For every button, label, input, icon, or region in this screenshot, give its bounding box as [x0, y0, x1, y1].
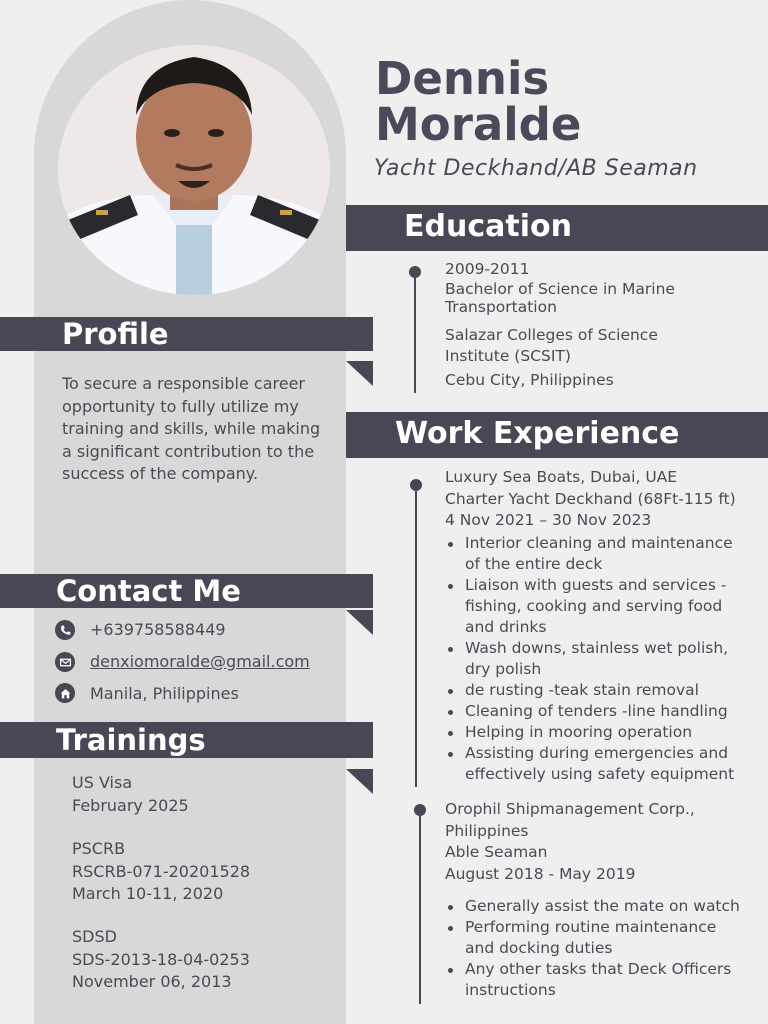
trainings-heading: Trainings — [0, 722, 373, 758]
training-date: March 10-11, 2020 — [72, 884, 224, 903]
work-entry-orophil — [445, 799, 755, 885]
work-entry-luxury-sea-boats — [445, 467, 755, 532]
training-date: February 2025 — [72, 795, 189, 815]
education-school-line2: Institute (SCSIT) — [445, 347, 571, 365]
education-years: 2009-2011 — [445, 260, 530, 278]
education-degree-line2: Transportation — [445, 297, 557, 316]
contact-heading-triangle — [346, 610, 373, 635]
phone-icon — [55, 620, 75, 640]
work-company-line1: Orophil Shipmanagement Corp., — [445, 800, 695, 818]
profile-text: To secure a responsible career opportunity to fully utilize my training and skills, while making a significant contribution to the success of the company. — [62, 374, 321, 483]
work-period: August 2018 - May 2019 — [445, 864, 636, 883]
profile-photo — [58, 45, 330, 295]
training-date: November 06, 2013 — [72, 972, 232, 991]
list-item: Helping in mooring operation — [445, 722, 750, 743]
list-item: Wash downs, stainless wet polish, dry polish — [445, 638, 750, 680]
list-item: Liaison with guests and services - fishing, cooking and serving food and drinks — [445, 575, 750, 638]
training-item — [72, 772, 189, 817]
list-item: Performing routine maintenance and docking duties — [445, 917, 750, 959]
education-location: Cebu City, Philippines — [445, 370, 614, 389]
training-title: US Visa — [72, 773, 133, 792]
home-icon — [55, 683, 75, 703]
profile-heading: Profile — [0, 317, 373, 351]
work-period: 4 Nov 2021 – 30 Nov 2023 — [445, 511, 652, 529]
work-company-line2: Philippines — [445, 821, 529, 840]
work-company: Luxury Sea Boats, Dubai, UAE — [445, 468, 678, 486]
education-degree-line1: Bachelor of Science in Marine — [445, 279, 675, 298]
contact-location: Manila, Philippines — [90, 684, 239, 703]
job-title: Yacht Deckhand/AB Seaman — [374, 156, 698, 181]
list-item: Assisting during emergencies and effectively using safety equipment — [445, 743, 750, 785]
contact-email-link[interactable]: denxiomoralde@gmail.com — [90, 652, 310, 671]
training-title: PSCRB — [72, 839, 126, 858]
list-item: Cleaning of tenders -line handling — [445, 701, 750, 722]
work-role: Able Seaman — [445, 843, 548, 861]
work-role: Charter Yacht Deckhand (68Ft-115 ft) — [445, 489, 736, 508]
contact-phone: +639758588449 — [90, 620, 226, 639]
timeline-line — [414, 278, 416, 393]
timeline-line — [415, 491, 417, 787]
timeline-line — [419, 816, 421, 1004]
education-school-line1: Salazar Colleges of Science — [445, 325, 658, 344]
training-item — [72, 838, 250, 906]
last-name: Moralde — [375, 98, 582, 151]
education-entry — [445, 259, 755, 391]
training-title: SDSD — [72, 927, 117, 946]
list-item: Generally assist the mate on watch — [445, 896, 750, 917]
education-heading: Education — [346, 205, 768, 251]
timeline-dot — [414, 804, 426, 816]
candidate-name — [375, 52, 755, 151]
mail-icon — [55, 652, 75, 672]
work-duties-list — [445, 896, 750, 1001]
training-code: SDS-2013-18-04-0253 — [72, 949, 250, 969]
trainings-heading-triangle — [346, 769, 373, 794]
training-item — [72, 926, 250, 994]
contact-heading: Contact Me — [0, 574, 373, 608]
list-item: de rusting -teak stain removal — [445, 680, 750, 701]
list-item: Interior cleaning and maintenance of the entire deck — [445, 533, 750, 575]
work-duties-list — [445, 533, 750, 785]
timeline-dot — [410, 479, 422, 491]
list-item: Any other tasks that Deck Officers instructions — [445, 959, 750, 1001]
first-name: Dennis — [375, 52, 550, 105]
profile-heading-triangle — [346, 361, 373, 386]
timeline-dot — [409, 266, 421, 278]
work-heading: Work Experience — [346, 412, 768, 458]
training-code: RSCRB-071-20201528 — [72, 861, 251, 881]
